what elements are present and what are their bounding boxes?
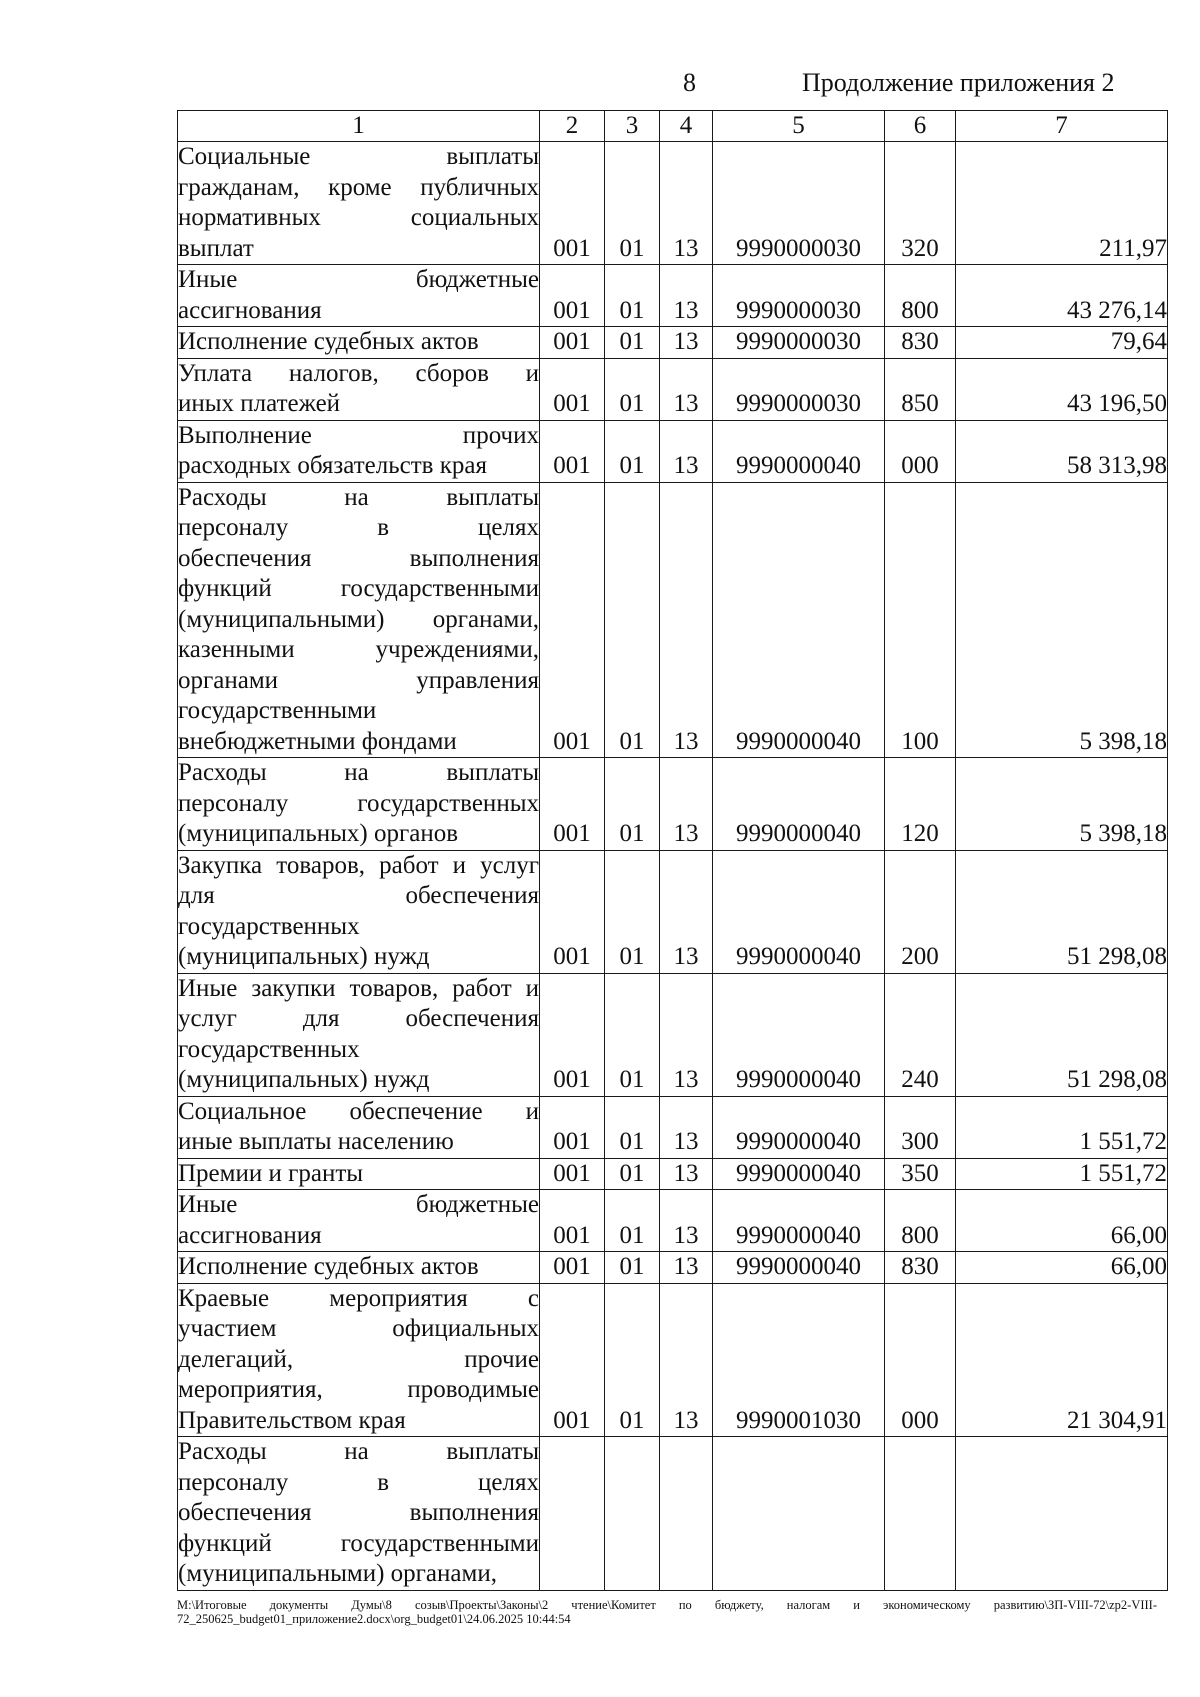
row-description bbox=[178, 482, 540, 758]
amount: 58 313,98 bbox=[956, 420, 1168, 482]
row-description bbox=[178, 1190, 540, 1252]
target-article-code: 9990000030 bbox=[713, 265, 885, 327]
description-line: Расходы на выплаты bbox=[178, 483, 539, 511]
column-header: 3 bbox=[605, 111, 660, 142]
section-code: 01 bbox=[605, 358, 660, 420]
ministry-code: 001 bbox=[540, 265, 605, 327]
subsection-code: 13 bbox=[660, 1252, 713, 1284]
description-line: Исполнение судебных актов bbox=[178, 1253, 479, 1280]
ministry-code: 001 bbox=[540, 1252, 605, 1284]
section-code: 01 bbox=[605, 327, 660, 359]
target-article-code: 9990000040 bbox=[713, 1096, 885, 1158]
description-line: гражданам, кроме публичных bbox=[178, 173, 539, 201]
section-code: 01 bbox=[605, 142, 660, 265]
section-code: 01 bbox=[605, 1283, 660, 1437]
description-line: Иные бюджетные bbox=[178, 1191, 539, 1218]
table-row bbox=[178, 1190, 1168, 1252]
description-line: функций государственными bbox=[178, 575, 539, 602]
target-article-code: 9990000040 bbox=[713, 850, 885, 973]
column-header: 5 bbox=[713, 111, 885, 142]
expense-type-code bbox=[885, 1437, 956, 1591]
row-description bbox=[178, 973, 540, 1096]
amount: 43 196,50 bbox=[956, 358, 1168, 420]
amount: 21 304,91 bbox=[956, 1283, 1168, 1437]
ministry-code: 001 bbox=[540, 420, 605, 482]
table-row bbox=[178, 358, 1168, 420]
description-line: нормативных социальных bbox=[178, 204, 539, 231]
expense-type-code: 830 bbox=[885, 1252, 956, 1284]
budget-table bbox=[177, 110, 1168, 1591]
amount: 211,97 bbox=[956, 142, 1168, 265]
expense-type-code: 320 bbox=[885, 142, 956, 265]
description-line: персоналу в целях bbox=[178, 1468, 539, 1496]
description-line: ассигнования bbox=[178, 1221, 322, 1249]
target-article-code: 9990000030 bbox=[713, 142, 885, 265]
section-code: 01 bbox=[605, 1252, 660, 1284]
description-line: (муниципальных) нужд bbox=[178, 1066, 430, 1093]
description-line: участием официальных bbox=[178, 1315, 539, 1342]
table-row bbox=[178, 142, 1168, 265]
header-row bbox=[178, 111, 1168, 142]
section-code: 01 bbox=[605, 1096, 660, 1158]
description-line: Закупка товаров, работ и услуг bbox=[178, 851, 539, 879]
section-code: 01 bbox=[605, 265, 660, 327]
row-description bbox=[178, 265, 540, 327]
description-line: выплат bbox=[178, 234, 254, 262]
row-description bbox=[178, 1283, 540, 1437]
section-code bbox=[605, 1437, 660, 1591]
expense-type-code: 300 bbox=[885, 1096, 956, 1158]
amount: 1 551,72 bbox=[956, 1096, 1168, 1158]
page-number: 8 bbox=[683, 68, 696, 97]
amount: 79,64 bbox=[956, 327, 1168, 359]
table-row bbox=[178, 420, 1168, 482]
description-line: расходных обязательств края bbox=[178, 452, 487, 479]
description-line: Уплата налогов, сборов и bbox=[178, 359, 539, 387]
amount: 5 398,18 bbox=[956, 758, 1168, 851]
amount: 51 298,08 bbox=[956, 973, 1168, 1096]
target-article-code: 9990000040 bbox=[713, 758, 885, 851]
section-code: 01 bbox=[605, 850, 660, 973]
table-row bbox=[178, 482, 1168, 758]
row-description bbox=[178, 1096, 540, 1158]
description-line: персоналу государственных bbox=[178, 789, 539, 817]
subsection-code: 13 bbox=[660, 482, 713, 758]
subsection-code: 13 bbox=[660, 1283, 713, 1437]
expense-type-code: 000 bbox=[885, 420, 956, 482]
amount: 1 551,72 bbox=[956, 1158, 1168, 1190]
description-line: Исполнение судебных актов bbox=[178, 328, 479, 355]
amount: 5 398,18 bbox=[956, 482, 1168, 758]
subsection-code: 13 bbox=[660, 1096, 713, 1158]
subsection-code: 13 bbox=[660, 142, 713, 265]
column-header: 6 bbox=[885, 111, 956, 142]
expense-type-code: 850 bbox=[885, 358, 956, 420]
subsection-code bbox=[660, 1437, 713, 1591]
target-article-code bbox=[713, 1437, 885, 1591]
target-article-code: 9990000040 bbox=[713, 1190, 885, 1252]
table-row bbox=[178, 758, 1168, 851]
description-line: Правительством края bbox=[178, 1406, 406, 1434]
column-header: 7 bbox=[956, 111, 1168, 142]
description-line: (муниципальных) органов bbox=[178, 820, 459, 847]
row-description bbox=[178, 758, 540, 851]
section-code: 01 bbox=[605, 758, 660, 851]
ministry-code: 001 bbox=[540, 1096, 605, 1158]
ministry-code: 001 bbox=[540, 1158, 605, 1190]
table-body bbox=[178, 142, 1168, 1591]
expense-type-code: 120 bbox=[885, 758, 956, 851]
table-row bbox=[178, 1437, 1168, 1591]
amount: 51 298,08 bbox=[956, 850, 1168, 973]
description-line: обеспечения выполнения bbox=[178, 1499, 539, 1526]
target-article-code: 9990000040 bbox=[713, 420, 885, 482]
expense-type-code: 830 bbox=[885, 327, 956, 359]
target-article-code: 9990000040 bbox=[713, 482, 885, 758]
description-line: государственными bbox=[178, 697, 377, 724]
description-line: Выполнение прочих bbox=[178, 421, 539, 449]
continuation-heading: Продолжение приложения 2 bbox=[802, 68, 1115, 97]
section-code: 01 bbox=[605, 420, 660, 482]
ministry-code: 001 bbox=[540, 850, 605, 973]
expense-type-code: 240 bbox=[885, 973, 956, 1096]
target-article-code: 9990000040 bbox=[713, 1158, 885, 1190]
description-line: иных платежей bbox=[178, 390, 341, 417]
subsection-code: 13 bbox=[660, 758, 713, 851]
ministry-code: 001 bbox=[540, 142, 605, 265]
row-description bbox=[178, 358, 540, 420]
table-row bbox=[178, 265, 1168, 327]
description-line: Иные закупки товаров, работ и bbox=[178, 974, 539, 1002]
table-row bbox=[178, 1252, 1168, 1284]
description-line: делегаций, прочие bbox=[178, 1345, 539, 1373]
table-row bbox=[178, 1158, 1168, 1190]
description-line: Премии и гранты bbox=[178, 1159, 364, 1187]
ministry-code: 001 bbox=[540, 358, 605, 420]
column-header: 2 bbox=[540, 111, 605, 142]
description-line: персоналу в целях bbox=[178, 514, 539, 541]
expense-type-code: 350 bbox=[885, 1158, 956, 1190]
description-line: мероприятия, проводимые bbox=[178, 1376, 539, 1403]
ministry-code: 001 bbox=[540, 482, 605, 758]
subsection-code: 13 bbox=[660, 327, 713, 359]
target-article-code: 9990000040 bbox=[713, 973, 885, 1096]
table-row bbox=[178, 973, 1168, 1096]
subsection-code: 13 bbox=[660, 850, 713, 973]
description-line: (муниципальными) органами, bbox=[178, 1560, 497, 1587]
description-line: ассигнования bbox=[178, 296, 322, 324]
section-code: 01 bbox=[605, 1158, 660, 1190]
target-article-code: 9990000030 bbox=[713, 358, 885, 420]
expense-type-code: 200 bbox=[885, 850, 956, 973]
row-description bbox=[178, 1252, 540, 1284]
row-description bbox=[178, 420, 540, 482]
column-header: 4 bbox=[660, 111, 713, 142]
section-code: 01 bbox=[605, 973, 660, 1096]
description-line: казенными учреждениями, bbox=[178, 636, 539, 663]
amount: 43 276,14 bbox=[956, 265, 1168, 327]
section-code: 01 bbox=[605, 482, 660, 758]
expense-type-code: 000 bbox=[885, 1283, 956, 1437]
description-line: функций государственными bbox=[178, 1529, 539, 1557]
description-line: услуг для обеспечения bbox=[178, 1005, 539, 1032]
ministry-code: 001 bbox=[540, 327, 605, 359]
description-line: обеспечения выполнения bbox=[178, 544, 539, 572]
table-row bbox=[178, 1283, 1168, 1437]
description-line: органами управления bbox=[178, 666, 539, 694]
description-line: (муниципальных) нужд bbox=[178, 943, 430, 970]
row-description bbox=[178, 1158, 540, 1190]
document-path-footer: M:\Итоговые документы Думы\8 созыв\Проекты\Законы\2 чтение\Комитет по бюджету, налогам и экономическому развитию\ЗП-VIII-72\zp2-VIII-72_250625_budget01_приложение2.docx\org_budget01\24.06.2025 10:44:54 bbox=[177, 1598, 1157, 1626]
ministry-code: 001 bbox=[540, 1190, 605, 1252]
ministry-code: 001 bbox=[540, 758, 605, 851]
description-line: Расходы на выплаты bbox=[178, 1438, 539, 1465]
expense-type-code: 100 bbox=[885, 482, 956, 758]
section-code: 01 bbox=[605, 1190, 660, 1252]
description-line: внебюджетными фондами bbox=[178, 727, 457, 755]
target-article-code: 9990000030 bbox=[713, 327, 885, 359]
row-description bbox=[178, 1437, 540, 1591]
description-line: Социальные выплаты bbox=[178, 143, 539, 170]
subsection-code: 13 bbox=[660, 973, 713, 1096]
amount bbox=[956, 1437, 1168, 1591]
column-header: 1 bbox=[178, 111, 540, 142]
expense-type-code: 800 bbox=[885, 1190, 956, 1252]
description-line: для обеспечения bbox=[178, 882, 539, 909]
description-line: Социальное обеспечение и bbox=[178, 1097, 539, 1125]
description-line: (муниципальными) органами, bbox=[178, 605, 539, 633]
expense-type-code: 800 bbox=[885, 265, 956, 327]
description-line: государственных bbox=[178, 912, 360, 940]
description-line: иные выплаты населению bbox=[178, 1128, 454, 1155]
table-row bbox=[178, 327, 1168, 359]
ministry-code bbox=[540, 1437, 605, 1591]
target-article-code: 9990001030 bbox=[713, 1283, 885, 1437]
description-line: Иные бюджетные bbox=[178, 266, 539, 293]
subsection-code: 13 bbox=[660, 420, 713, 482]
ministry-code: 001 bbox=[540, 973, 605, 1096]
subsection-code: 13 bbox=[660, 1190, 713, 1252]
row-description bbox=[178, 142, 540, 265]
table-row bbox=[178, 1096, 1168, 1158]
amount: 66,00 bbox=[956, 1190, 1168, 1252]
target-article-code: 9990000040 bbox=[713, 1252, 885, 1284]
description-line: Краевые мероприятия с bbox=[178, 1284, 539, 1312]
subsection-code: 13 bbox=[660, 265, 713, 327]
subsection-code: 13 bbox=[660, 1158, 713, 1190]
row-description bbox=[178, 850, 540, 973]
ministry-code: 001 bbox=[540, 1283, 605, 1437]
subsection-code: 13 bbox=[660, 358, 713, 420]
description-line: государственных bbox=[178, 1035, 360, 1063]
table-row bbox=[178, 850, 1168, 973]
row-description bbox=[178, 327, 540, 359]
amount: 66,00 bbox=[956, 1252, 1168, 1284]
description-line: Расходы на выплаты bbox=[178, 759, 539, 786]
